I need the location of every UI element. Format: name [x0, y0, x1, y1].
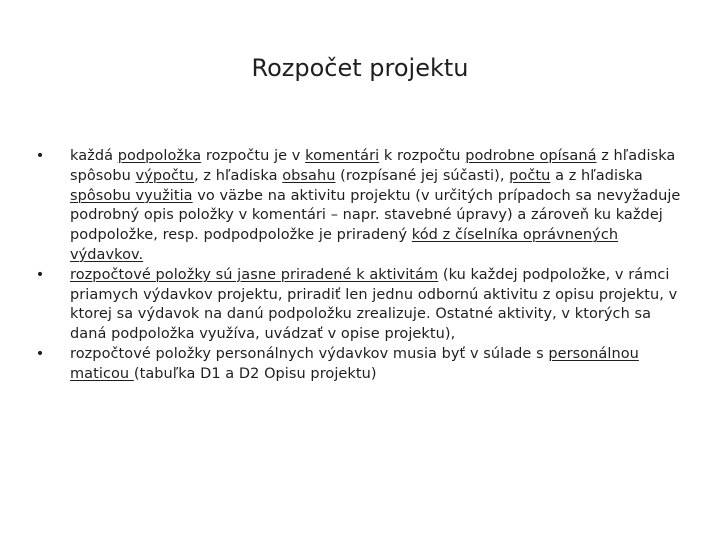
bullet-item — [30, 147, 684, 266]
bullet-text: každá podpoložka rozpočtu je v komentári k rozpočtu podrobne opísaná z hľadiska spôsobu výpočtu, z hľadiska obsahu (rozpísané jej súčasti), počtu a z hľadiska spôsobu využitia vo väzbe na aktivitu projektu (v určitých prípadoch sa nevyžaduje podrobný opis položky v komentári – napr. stavebné úpravy) a zároveň ku každej podpoložke, resp. podpodpoložke je priradený kód z číselníka oprávnených výdavkov. — [70, 148, 681, 263]
bullet-icon: • — [35, 266, 45, 283]
bullet-item — [30, 345, 684, 385]
bullet-icon: • — [35, 148, 45, 164]
bullet-text: rozpočtové položky personálnych výdavkov musia byť v súlade s personálnou maticou (tabuľka D1 a D2 Opisu projektu) — [70, 345, 639, 382]
bullet-item — [30, 266, 684, 345]
bullet-list — [30, 147, 684, 385]
slide-title: Rozpočet projektu — [251, 54, 469, 82]
bullet-text: rozpočtové položky sú jasne priradené k aktivitám (ku každej podpoložke, v rámci priamych výdavkov projektu, priradiť len jednu odbornú aktivitu z opisu projektu, v ktorej sa výdavok na danú podpoložku zrealizuje. Ostatné aktivity, v ktorých sa daná podpoložka využíva, uvádzať v opise projektu), — [70, 266, 678, 343]
bullet-icon: • — [35, 345, 45, 362]
